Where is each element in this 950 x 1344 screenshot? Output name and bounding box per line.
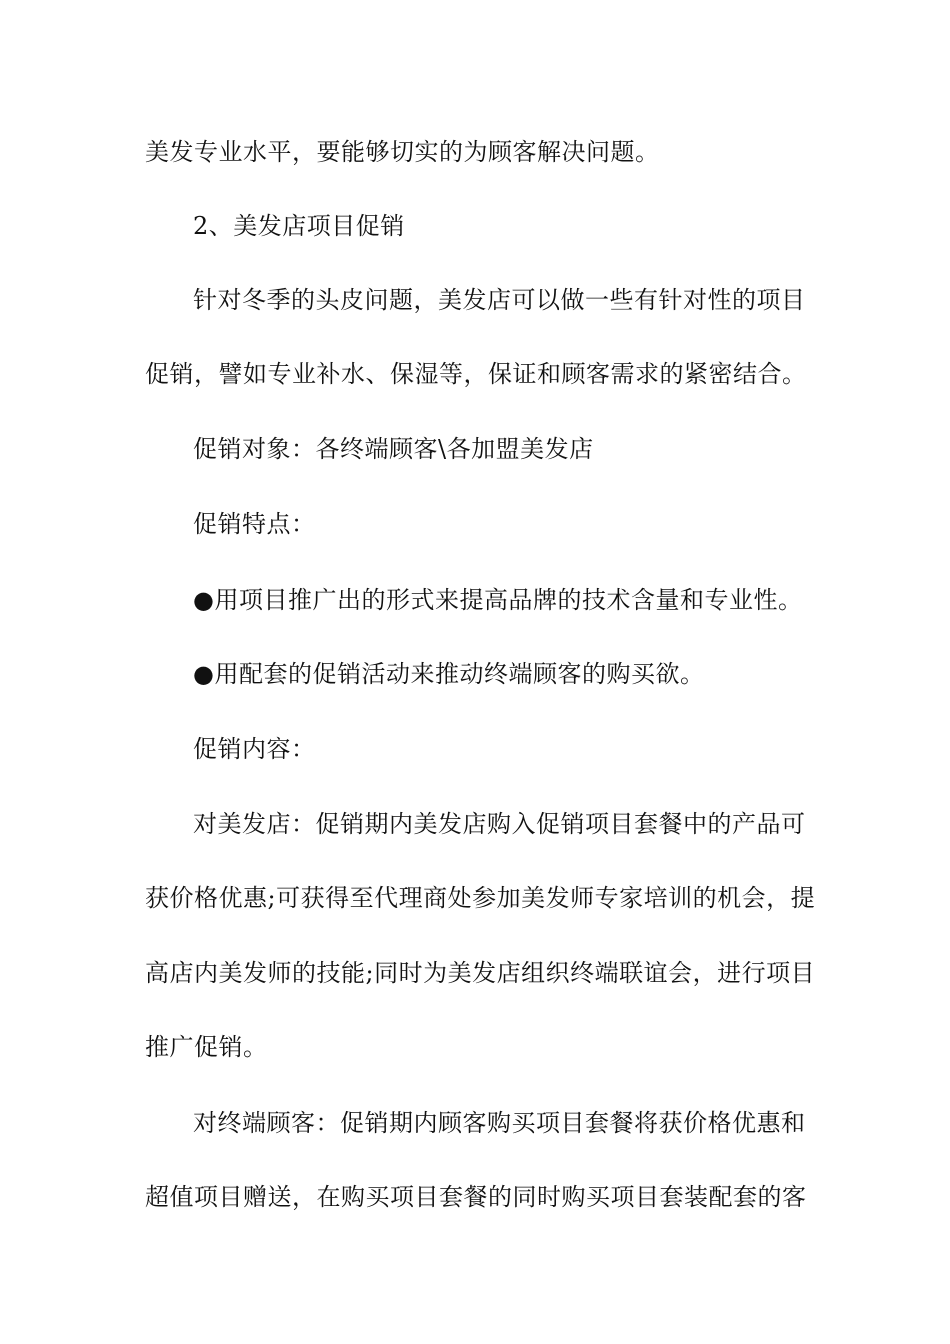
text-line-12: 高店内美发师的技能;同时为美发店组织终端联谊会，进行项目 bbox=[145, 959, 816, 987]
text-line-11: 获价格优惠;可获得至代理商处参加美发师专家培训的机会，提 bbox=[145, 884, 816, 912]
bullet-item-2: ●用配套的促销活动来推动终端顾客的购买欲。 bbox=[193, 660, 705, 688]
text-line-15: 超值项目赠送，在购买项目套餐的同时购买项目套装配套的客 bbox=[145, 1183, 807, 1211]
text-line-4: 促销，譬如专业补水、保湿等，保证和顾客需求的紧密结合。 bbox=[145, 360, 807, 388]
text-line-13: 推广促销。 bbox=[145, 1033, 268, 1061]
text-line-14: 对终端顾客：促销期内顾客购买项目套餐将获价格优惠和 bbox=[193, 1109, 806, 1137]
promo-content-label: 促销内容： bbox=[193, 735, 316, 763]
text-line-10: 对美发店：促销期内美发店购入促销项目套餐中的产品可 bbox=[193, 810, 806, 838]
bullet-item-1: ●用项目推广出的形式来提高品牌的技术含量和专业性。 bbox=[193, 586, 803, 614]
text-line-1: 美发专业水平，要能够切实的为顾客解决问题。 bbox=[145, 138, 660, 166]
promo-features-label: 促销特点： bbox=[193, 510, 316, 538]
text-line-3: 针对冬季的头皮问题，美发店可以做一些有针对性的项目 bbox=[193, 286, 806, 314]
promo-target-line: 促销对象：各终端顾客\各加盟美发店 bbox=[193, 435, 594, 463]
section-heading: 2、美发店项目促销 bbox=[193, 212, 405, 240]
